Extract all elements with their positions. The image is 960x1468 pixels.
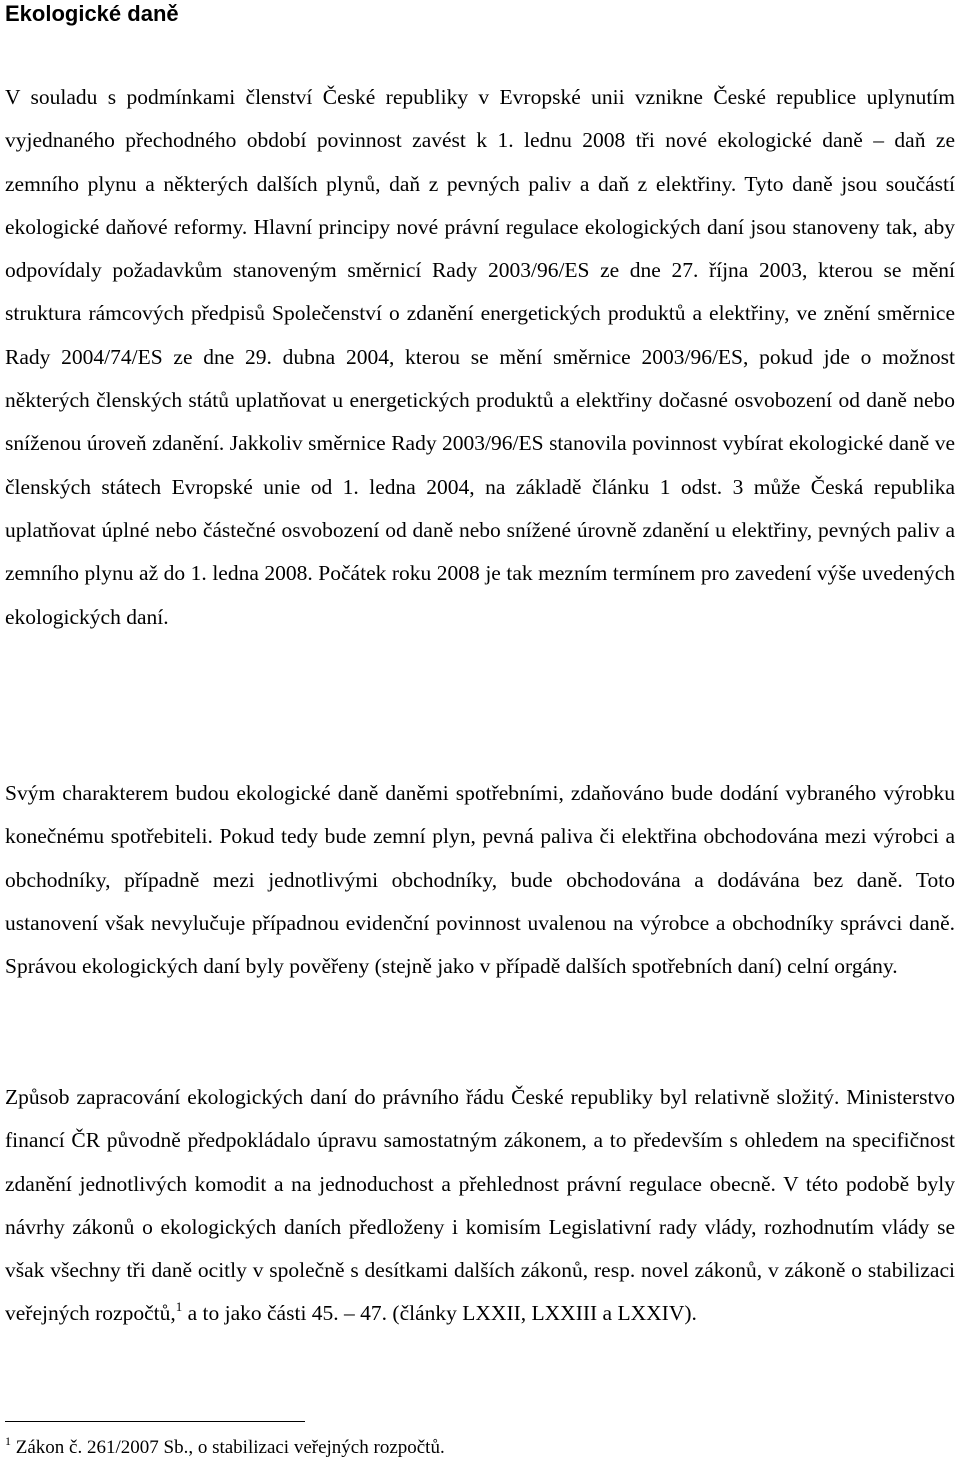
footnote-reference: 1 (175, 1299, 183, 1315)
document-title: Ekologické daně (5, 1, 179, 26)
paragraph-3-text: Způsob zapracování ekologických daní do právního řádu České republiky byl relativně složitý. Ministerstvo financí ČR původně předpokládalo úpravu samostatným zákonem, a to především s ohledem na specifičnost zdanění jednotlivých komodit a na jednoduchost a přehlednost právní regulace obecně. V této podobě byly návrhy zákonů o ekologických daních předloženy i komisím Legislativní rady vlády, rozhodnutím vlády se však všechny tři daně ocitly v společně s desítkami dalších zákonů, resp. novel zákonů, v zákoně o stabilizaci veřejných rozpočtů, (5, 1085, 955, 1326)
footnote-separator (5, 1421, 305, 1422)
paragraph-3-text-end: a to jako části 45. – 47. (články LXXII, LXXIII a LXXIV). (182, 1301, 697, 1326)
paragraph-3 (5, 1076, 955, 1336)
paragraph-2: Svým charakterem budou ekologické daně daněmi spotřebními, zdaňováno bude dodání vybraného výrobku konečnému spotřebiteli. Pokud tedy bude zemní plyn, pevná paliva či elektřina obchodována mezi výrobci a obchodníky, případně mezi jednotlivými obchodníky, bude obchodována a dodávána bez daně. Toto ustanovení však nevylučuje případnou evidenční povinnost uvalenou na výrobce a obchodníky správci daně. Správou ekologických daní byly pověřeny (stejně jako v případě dalších spotřebních daní) celní orgány. (5, 781, 955, 979)
footnote (5, 1436, 445, 1460)
paragraph-1: V souladu s podmínkami členství České republiky v Evropské unii vznikne České republice uplynutím vyjednaného přechodného období povinnost zavést k 1. lednu 2008 tři nové ekologické daně – daň ze zemního plynu a některých dalších plynů, daň z pevných paliv a daň z elektřiny. Tyto daně jsou součástí ekologické daňové reformy. Hlavní principy nové právní regulace ekologických daní jsou stanoveny tak, aby odpovídaly požadavkům stanoveným směrnicí Rady 2003/96/ES ze dne 27. října 2003, kterou se mění struktura rámcových předpisů Společenství o zdanění energetických produktů a elektřiny, ve znění směrnice Rady 2004/74/ES ze dne 29. dubna 2004, kterou se mění směrnice 2003/96/ES, pokud jde o možnost některých členských států uplatňovat u energetických produktů a elektřiny dočasné osvobození od daně nebo sníženou úroveň zdanění. Jakkoliv směrnice Rady 2003/96/ES stanovila povinnost vybírat ekologické daně ve členských státech Evropské unie od 1. ledna 2004, na základě článku 1 odst. 3 může Česká republika uplatňovat úplné nebo částečné osvobození od daně nebo snížené úrovně zdanění u elektřiny, pevných paliv a zemního plynu až do 1. ledna 2008. Počátek roku 2008 je tak mezním termínem pro zavedení výše uvedených ekologických daní. (5, 85, 955, 629)
footnote-text: Zákon č. 261/2007 Sb., o stabilizaci veřejných rozpočtů. (11, 1437, 445, 1458)
footnote-number: 1 (5, 1434, 11, 1448)
